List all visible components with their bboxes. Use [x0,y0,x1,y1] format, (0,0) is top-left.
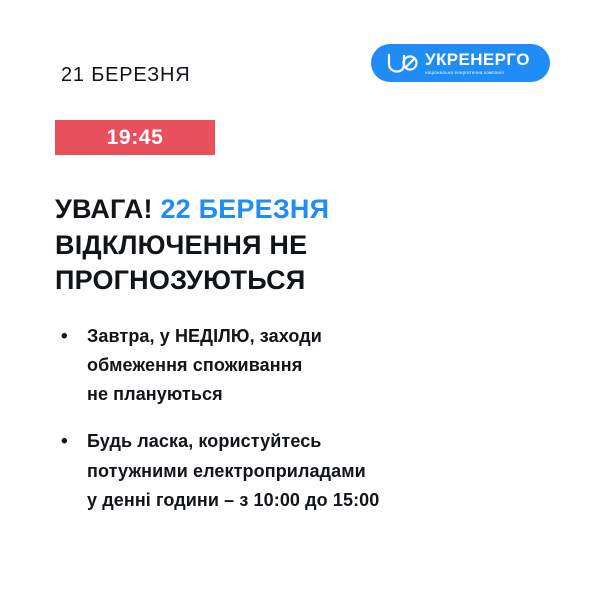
headline [55,192,555,299]
ukrenergo-monogram-icon [385,51,419,75]
headline-attention: УВАГА! [55,194,153,224]
logo-subtitle: національна енергетична компанія [425,69,505,75]
bullet-list [55,322,555,533]
list-item-line: у денні години – з 10:00 до 15:00 [87,489,380,510]
list-item-line: Завтра, у НЕДІЛЮ, заходи [87,326,322,346]
time-badge [55,120,215,155]
logo-name: УКРЕНЕРГО [425,49,530,69]
list-item-line: Будь ласка, користуйтесь [87,431,322,452]
publication-date: 21 БЕРЕЗНЯ [61,64,191,86]
list-item [55,427,555,514]
list-item-line: не плануються [87,384,223,405]
list-item-text [87,322,322,409]
time-badge-label: 19:45 [106,125,164,149]
bullet-marker-icon: • [61,326,68,347]
ukrenergo-logo [371,44,550,82]
list-item-line: обмеження споживання [87,355,303,376]
list-item-text [87,427,379,514]
list-item-line: потужними електроприладами [87,460,366,481]
logo-text-block [425,51,530,75]
bullet-marker-icon: • [61,431,68,453]
headline-accent-date: 22 БЕРЕЗНЯ [160,194,330,224]
list-item [55,322,555,409]
headline-line-2: ВІДКЛЮЧЕННЯ НЕ [55,229,308,260]
headline-line-3: ПРОГНОЗУЮТЬСЯ [55,265,306,296]
